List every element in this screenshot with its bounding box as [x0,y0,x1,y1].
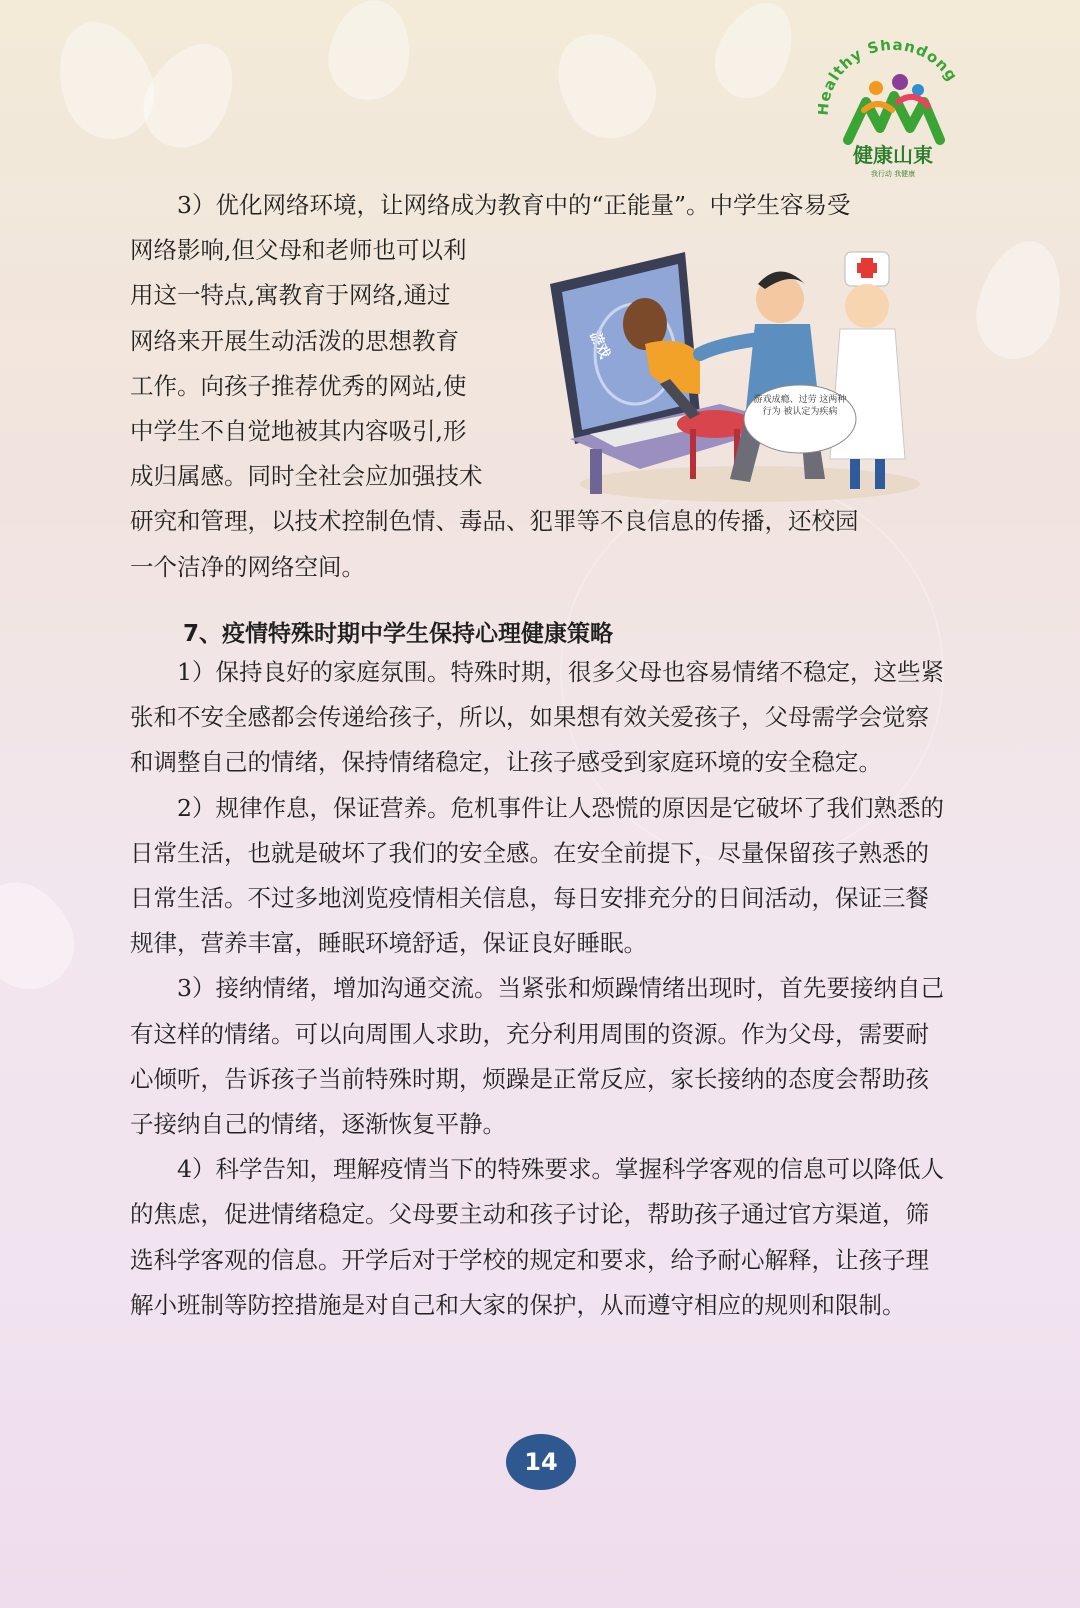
paragraph-network-line-2: 网络影响,但父母和老师也可以利 [130,236,467,265]
speech-bubble-text: 游戏成瘾、过劳 这两种行为 被认定为疾病 [753,395,847,417]
section-heading: 7、疫情特殊时期中学生保持心理健康策略 [183,621,614,647]
healthy-shandong-logo [818,40,968,180]
paragraph-network-line-4: 网络来开展生动活泼的思想教育 [130,326,459,355]
paragraph-accept-emotions: 3）接纳情绪，增加沟通交流。当紧张和烦躁情绪出现时，首先要接纳自己有这样的情绪。可以向周围人求助，充分利用周围的资源。作为父母，需要耐心倾听，告诉孩子当前特殊时期，烦躁是正常反应，家长接纳的态度会帮助孩子接纳自己的情绪，逐渐恢复平静。 [130,974,944,1139]
paragraph-scientific-information: 4）科学告知，理解疫情当下的特殊要求。掌握科学客观的信息可以降低人的焦虑，促进情绪稳定。父母要主动和孩子讨论，帮助孩子通过官方渠道，筛选科学客观的信息。开学后对于学校的规定和要求，给予耐心解释，让孩子理解小班制等防控措施是对自己和大家的保护，从而遵守相应的规则和限制。 [130,1155,944,1319]
section-mental-health-strategies [130,650,952,1328]
paragraph-network-line-5: 工作。向孩子推荐优秀的网站,使 [130,371,467,400]
paragraph-network-line-3: 用这一特点,寓教育于网络,通过 [130,281,451,310]
paragraph-network-line-8: 研究和管理，以技术控制色情、毒品、犯罪等不良信息的传播，还校园 [130,507,859,536]
paragraph-network-line-1: 3）优化网络环境，让网络成为教育中的“正能量”。中学生容易受 [177,191,851,219]
paragraph-regular-routine: 2）规律作息，保证营养。危机事件让人恐慌的原因是它破坏了我们熟悉的日常生活，也就是破坏了我们的安全感。在安全前提下，尽量保留孩子熟悉的日常生活。不过多地浏览疫情相关信息，每日安排充分的日间活动，保证三餐规律，营养丰富，睡眠环境舒适，保证良好睡眠。 [130,793,944,958]
game-addiction-illustration [550,244,930,506]
logo-slogan: 我行动 我健康 [870,170,916,178]
paragraph-family-atmosphere: 1）保持良好的家庭氛围。特殊时期，很多父母也容易情绪不稳定，这些紧张和不安全感都会传递给孩子，所以，如果想有效关爱孩子，父母需学会觉察和调整自己的情绪，保持情绪稳定，让孩子感受到家庭环境的安全稳定。 [130,658,944,777]
screen-label: 游戏 [586,328,613,362]
logo-arc-text: althy Shandong [819,40,962,94]
logo-title: 健康山東 [853,143,933,167]
paragraph-network-line-9: 一个洁净的网络空间。 [130,552,365,581]
paragraph-network-line-6: 中学生不自觉地被其内容吸引,形 [130,417,467,446]
paragraph-network-line-7: 成归属感。同时全社会应加强技术 [130,462,483,491]
page-number-badge: 14 [506,1434,576,1490]
